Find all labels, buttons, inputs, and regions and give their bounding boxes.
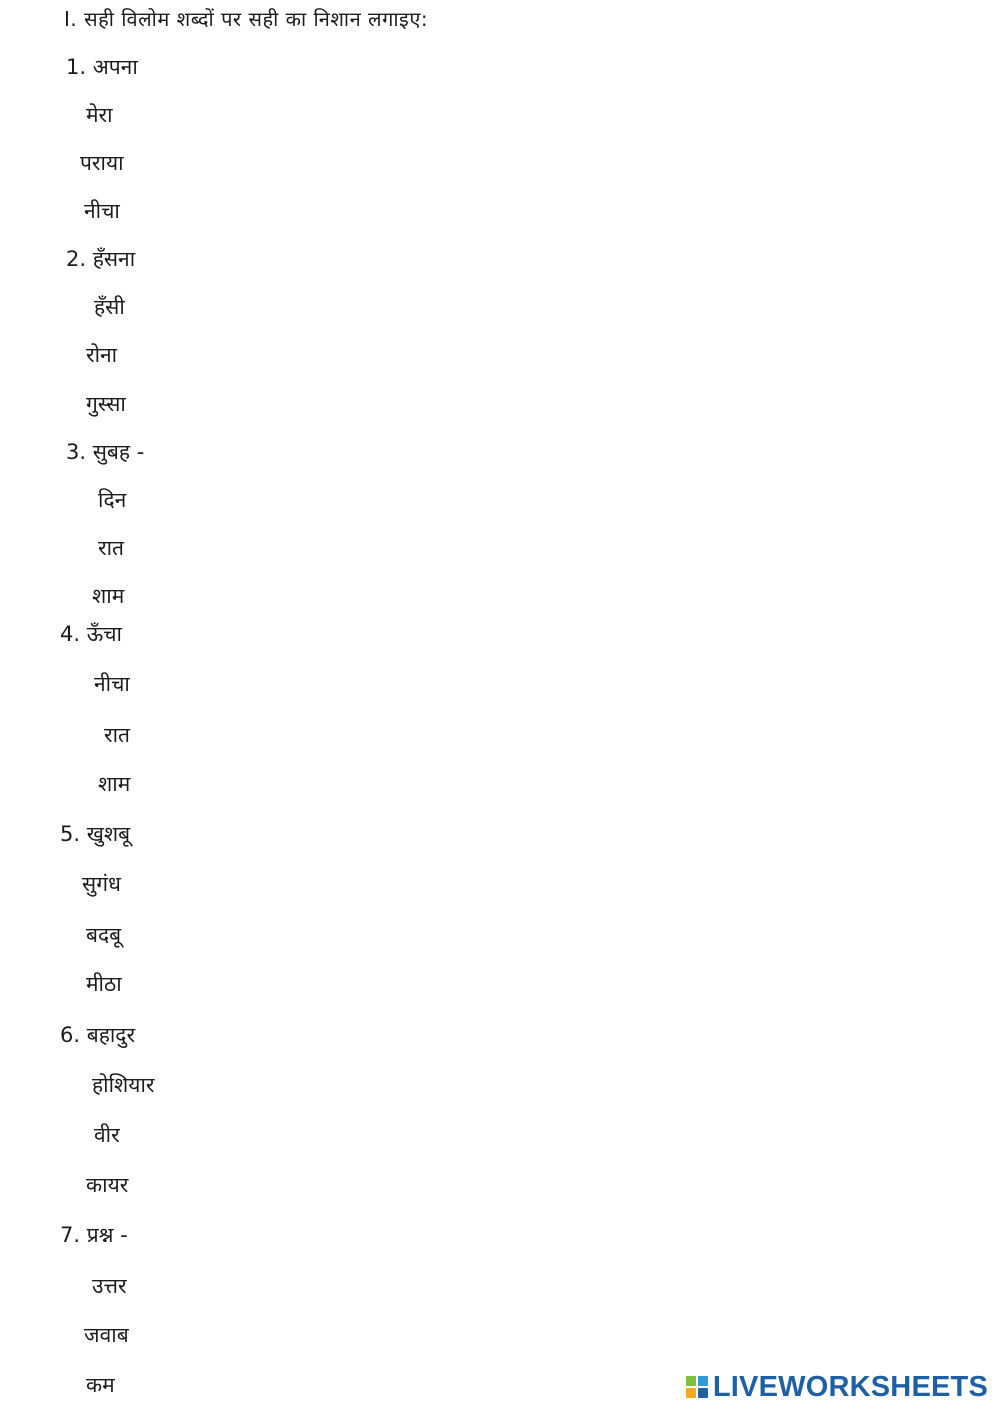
liveworksheets-watermark	[686, 1370, 988, 1404]
logo-square-4	[698, 1388, 708, 1398]
question-7-option-2[interactable]: जवाब	[84, 1323, 129, 1347]
question-3-option-3[interactable]: शाम	[92, 584, 125, 608]
question-4-prompt: 4. ऊँचा	[60, 622, 122, 646]
liveworksheets-logo-icon	[686, 1376, 708, 1398]
question-7-prompt: 7. प्रश्न -	[60, 1223, 128, 1247]
question-1-prompt: 1. अपना	[66, 55, 138, 79]
question-4-option-3[interactable]: शाम	[98, 772, 131, 796]
logo-square-3	[686, 1388, 696, 1398]
question-6-option-2[interactable]: वीर	[94, 1123, 120, 1147]
question-5-option-2[interactable]: बदबू	[86, 923, 122, 947]
worksheet-instruction: I. सही विलोम शब्दों पर सही का निशान लगाइए:	[64, 7, 429, 31]
question-2-prompt: 2. हँसना	[66, 247, 136, 271]
question-1-option-3[interactable]: नीचा	[84, 199, 120, 223]
question-3-prompt: 3. सुबह -	[66, 440, 145, 464]
question-1-option-1[interactable]: मेरा	[86, 103, 113, 127]
question-2-option-3[interactable]: गुस्सा	[86, 392, 126, 416]
question-3-option-2[interactable]: रात	[98, 536, 124, 560]
question-4-option-2[interactable]: रात	[104, 723, 130, 747]
question-6-prompt: 6. बहादुर	[60, 1023, 136, 1047]
question-5-option-1[interactable]: सुगंध	[82, 872, 121, 896]
question-7-option-1[interactable]: उत्तर	[92, 1274, 127, 1298]
question-6-option-1[interactable]: होशियार	[92, 1073, 155, 1097]
question-4-option-1[interactable]: नीचा	[94, 672, 130, 696]
question-3-option-1[interactable]: दिन	[98, 488, 127, 512]
question-6-option-3[interactable]: कायर	[86, 1173, 129, 1197]
liveworksheets-brand-text: LIVEWORKSHEETS	[712, 1370, 988, 1403]
question-1-option-2[interactable]: पराया	[80, 151, 124, 175]
question-2-option-1[interactable]: हँसी	[94, 295, 125, 319]
question-5-prompt: 5. खुशबू	[60, 822, 131, 846]
logo-square-2	[698, 1376, 708, 1386]
question-7-option-3[interactable]: कम	[86, 1373, 115, 1397]
question-2-option-2[interactable]: रोना	[86, 343, 118, 367]
logo-square-1	[686, 1376, 696, 1386]
question-5-option-3[interactable]: मीठा	[86, 972, 122, 996]
